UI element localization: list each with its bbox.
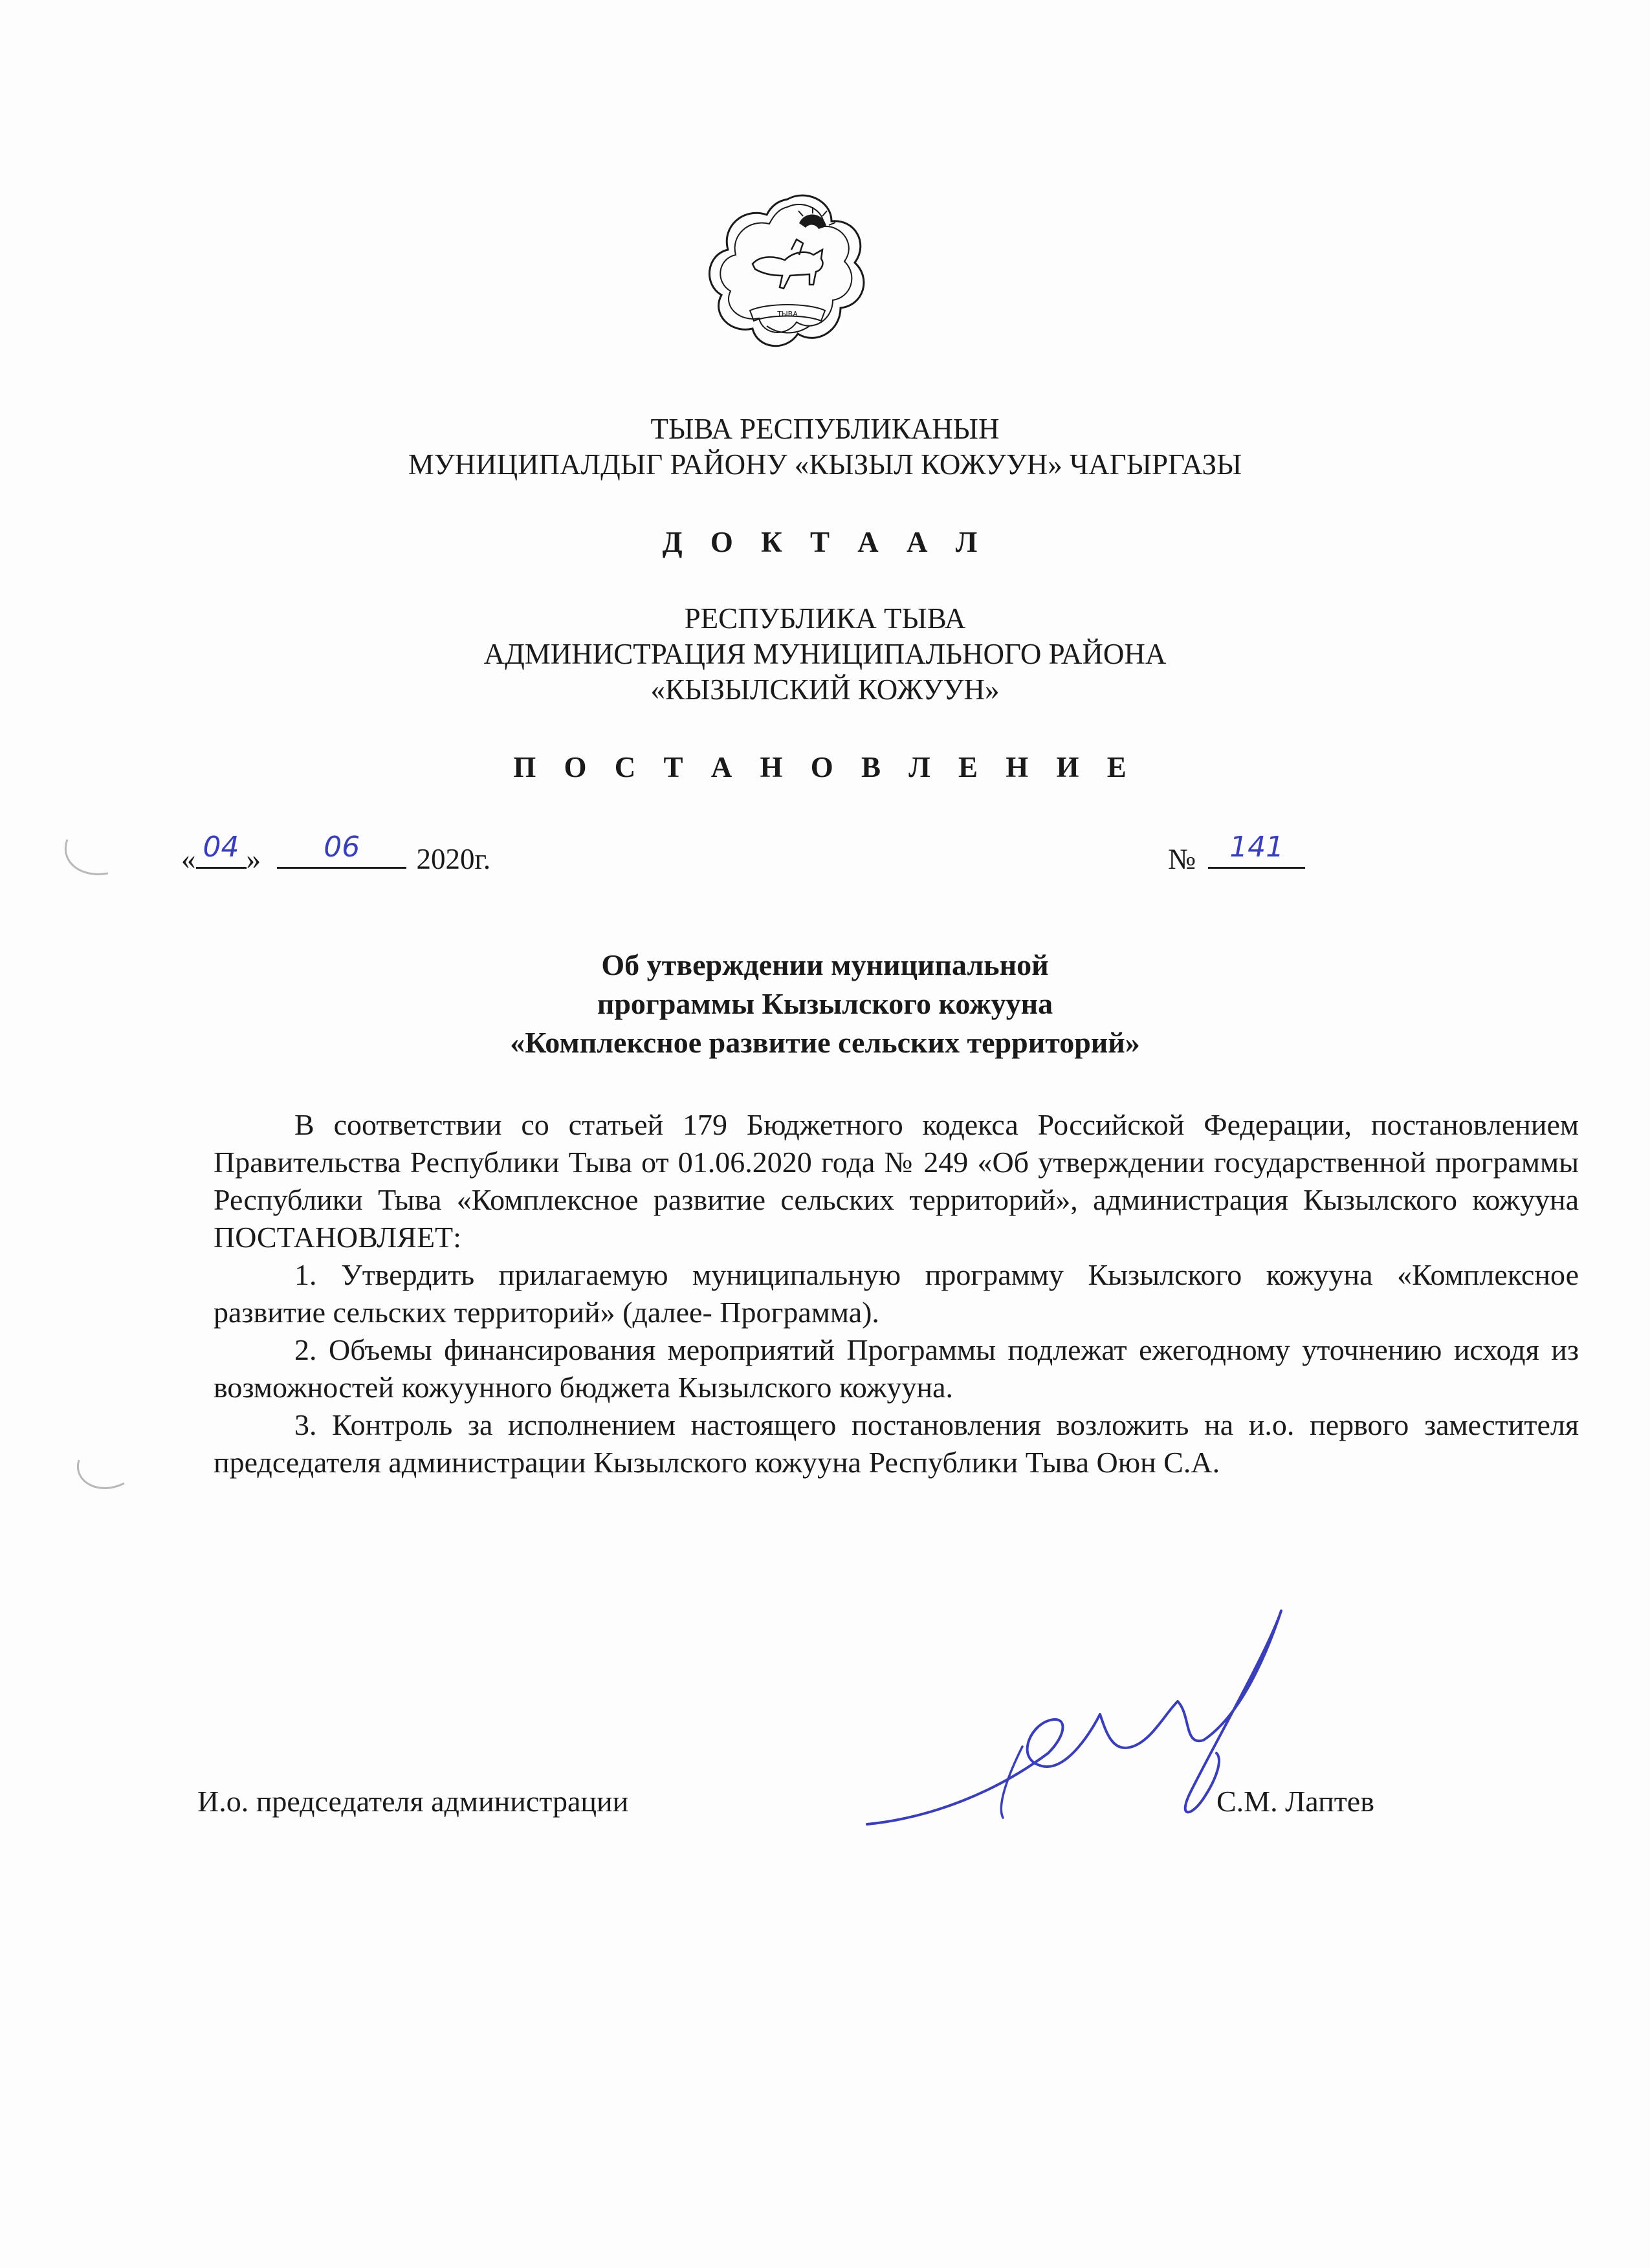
date-close-quote: » — [246, 843, 261, 875]
body-item-2: 2. Объемы финансирования мероприятий Программы подлежат ежегодному уточнению исходя из возможностей кожуунного бюджета Кызылского кожууна. — [214, 1333, 1579, 1404]
russian-header-line-3: «КЫЗЫЛСКИЙ КОЖУУН» — [650, 673, 1000, 706]
date-year: 2020г. — [416, 843, 491, 875]
date-month-field — [277, 831, 406, 869]
coat-of-arms-emblem — [702, 188, 874, 359]
russian-doc-type: П О С Т А Н О В Л Е Н И Е — [513, 751, 1137, 783]
title-line-2: программы Кызылского кожууна — [597, 987, 1053, 1020]
document-number — [1168, 831, 1305, 877]
date-day-value: 04 — [203, 831, 239, 864]
tuvan-doc-type: Д О К Т А А Л — [662, 526, 988, 558]
title-line-1: Об утверждении муниципальной — [601, 948, 1049, 981]
number-label: № — [1168, 843, 1196, 875]
signatory-position: И.о. председателя администрации — [197, 1785, 629, 1818]
russian-header-line-1: РЕСПУБЛИКА ТЫВА — [684, 602, 966, 635]
body-item-1: 1. Утвердить прилагаемую муниципальную программу Кызылского кожууна «Комплексное развитие сельских территорий» (далее- Программа). — [214, 1258, 1579, 1329]
tuvan-header-line-2: МУНИЦИПАЛДЫГ РАЙОНУ «КЫЗЫЛ КОЖУУН» ЧАГЫРГАЗЫ — [408, 448, 1242, 481]
document-title — [0, 946, 1650, 1062]
body-preamble: В соответствии со статьей 179 Бюджетного кодекса Российской Федерации, постановлением Правительства Республики Тыва от 01.06.2020 года № 249 «Об утверждении государственной программы Республики Тыва «Комплексное развитие сельских территорий», администрация Кызылского кожууна ПОСТАНОВЛЯЕТ: — [214, 1108, 1579, 1254]
number-field — [1208, 831, 1305, 869]
emblem-ribbon-text: ТЫВА — [777, 310, 798, 318]
russian-header-line-2: АДМИНИСТРАЦИЯ МУНИЦИПАЛЬНОГО РАЙОНА — [483, 638, 1167, 670]
date-month-value: 06 — [324, 831, 360, 864]
number-value: 141 — [1229, 831, 1284, 864]
document-date — [181, 831, 491, 877]
document-body — [214, 1106, 1579, 1481]
tuvan-header-line-1: ТЫВА РЕСПУБЛИКАНЫН — [650, 413, 1000, 445]
body-item-3: 3. Контроль за исполнением настоящего постановления возложить на и.о. первого заместителя председателя администрации Кызылского кожууна Республики Тыва Оюн С.А. — [214, 1408, 1579, 1479]
punch-hole-top — [60, 834, 118, 880]
title-line-3: «Комплексное развитие сельских территорий» — [510, 1026, 1140, 1059]
date-open-quote: « — [181, 843, 196, 875]
punch-hole-bottom — [72, 1452, 131, 1498]
date-day-field — [196, 831, 247, 869]
signatory-name: С.М. Лаптев — [1216, 1785, 1374, 1818]
